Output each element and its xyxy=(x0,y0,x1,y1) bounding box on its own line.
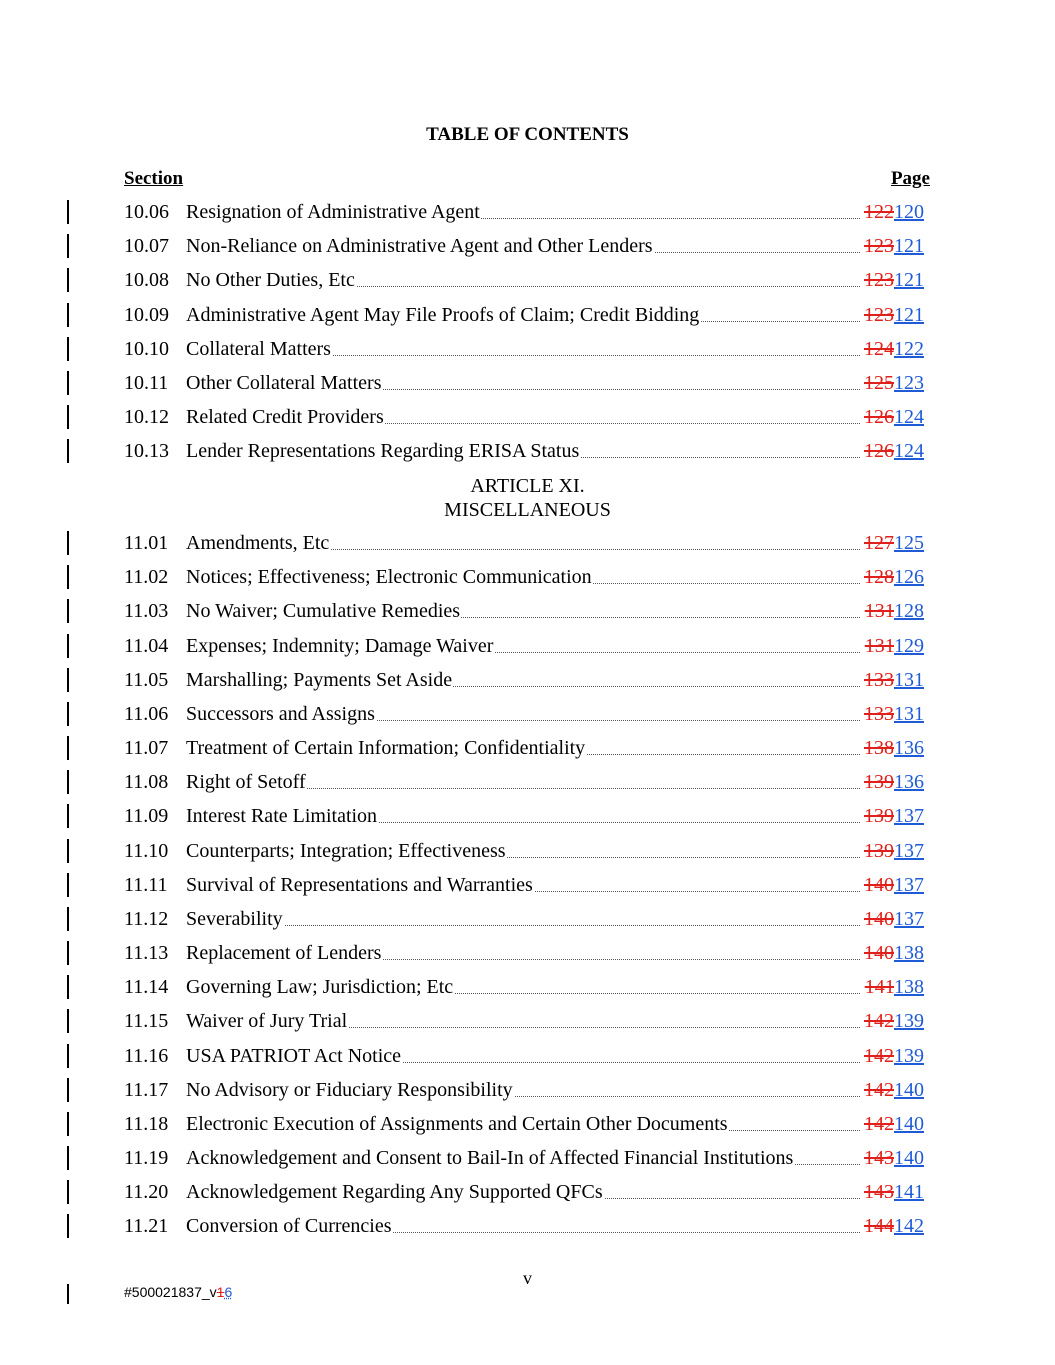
change-bar xyxy=(67,1214,69,1238)
inserted-page-number[interactable]: 141 xyxy=(894,1181,924,1204)
page-reference[interactable] xyxy=(864,1077,924,1103)
inserted-page-number[interactable]: 123 xyxy=(894,372,924,394)
deleted-page-number: 128 xyxy=(864,566,894,589)
change-bar xyxy=(67,268,69,292)
change-bar xyxy=(67,200,69,224)
section-title: Waiver of Jury Trial xyxy=(186,1010,348,1033)
inserted-page-number[interactable]: 137 xyxy=(894,873,924,896)
document-id-prefix: #500021837_v xyxy=(124,1284,217,1300)
deleted-page-number: 142 xyxy=(864,1112,894,1135)
toc-entry[interactable] xyxy=(124,735,924,761)
section-number: 11.17 xyxy=(124,1078,169,1101)
deleted-page-number: 144 xyxy=(864,1215,894,1238)
section-title: Treatment of Certain Information; Confidentiality xyxy=(186,737,586,760)
section-title: USA PATRIOT Act Notice xyxy=(186,1044,402,1067)
toc-entry[interactable] xyxy=(124,974,924,1000)
change-bar xyxy=(67,736,69,760)
section-title: Expenses; Indemnity; Damage Waiver xyxy=(186,634,494,657)
section-number: 11.11 xyxy=(124,873,168,896)
inserted-page-number[interactable]: 137 xyxy=(894,907,924,930)
toc-entry[interactable] xyxy=(124,1145,924,1171)
section-title: Counterparts; Integration; Effectiveness xyxy=(186,839,506,862)
section-number: 11.19 xyxy=(124,1147,169,1170)
deleted-page-number: 139 xyxy=(864,771,894,794)
section-number: 11.01 xyxy=(124,532,169,554)
deleted-page-number: 126 xyxy=(864,406,894,429)
toc-entry[interactable] xyxy=(124,633,924,659)
toc-entry[interactable] xyxy=(124,667,924,693)
change-bar xyxy=(67,303,69,327)
inserted-page-number[interactable]: 121 xyxy=(894,269,924,292)
section-title: Survival of Representations and Warranties xyxy=(186,873,533,896)
section-title: Amendments, Etc xyxy=(186,532,330,554)
section-number: 11.14 xyxy=(124,976,169,999)
page-reference[interactable] xyxy=(865,974,924,1000)
change-bar xyxy=(67,1112,69,1136)
document-id xyxy=(124,1284,232,1300)
section-number: 10.08 xyxy=(124,269,169,292)
deleted-page-number: 140 xyxy=(864,907,894,930)
toc-entry[interactable] xyxy=(124,872,924,898)
toc-entry[interactable] xyxy=(124,233,924,259)
section-number: 11.02 xyxy=(124,566,169,589)
section-number: 11.15 xyxy=(124,1010,169,1033)
toc-entry[interactable] xyxy=(124,404,924,430)
change-bar xyxy=(67,634,69,658)
deleted-page-number: 139 xyxy=(864,839,894,862)
change-bar xyxy=(67,907,69,931)
toc-entry[interactable] xyxy=(124,940,924,966)
section-title: Replacement of Lenders xyxy=(186,942,382,965)
page-reference[interactable] xyxy=(864,1008,924,1034)
section-number: 11.08 xyxy=(124,771,169,794)
toc-entry[interactable] xyxy=(124,1008,924,1034)
deleted-page-number: 133 xyxy=(864,668,894,691)
deleted-page-number: 126 xyxy=(864,440,894,463)
deleted-page-number: 139 xyxy=(864,805,894,828)
toc-entry[interactable] xyxy=(124,1077,924,1103)
section-number: 10.13 xyxy=(124,440,169,463)
section-number: 11.03 xyxy=(124,600,169,623)
section-title: Acknowledgement Regarding Any Supported QFCs xyxy=(186,1181,603,1204)
section-number: 11.18 xyxy=(124,1112,169,1135)
deleted-page-number: 124 xyxy=(864,337,894,360)
change-bar xyxy=(67,531,69,555)
toc-entry[interactable] xyxy=(124,530,924,556)
inserted-page-number[interactable]: 140 xyxy=(894,1078,924,1101)
page-reference[interactable] xyxy=(864,1145,924,1171)
page-reference[interactable] xyxy=(864,1111,924,1137)
section-number: 11.09 xyxy=(124,805,169,828)
page-reference[interactable] xyxy=(864,701,924,727)
inserted-page-number[interactable]: 139 xyxy=(894,1044,924,1067)
toc-entry[interactable] xyxy=(124,701,924,727)
toc-entry[interactable] xyxy=(124,302,924,328)
section-number: 11.06 xyxy=(124,702,169,725)
page-reference[interactable] xyxy=(864,838,924,864)
toc-entry[interactable] xyxy=(124,564,924,590)
page-reference[interactable] xyxy=(864,438,924,464)
toc-entry[interactable] xyxy=(124,1179,924,1205)
deleted-page-number: 141 xyxy=(864,976,894,999)
deleted-page-number: 122 xyxy=(864,201,894,223)
inserted-page-number[interactable]: 136 xyxy=(894,771,924,794)
page-reference[interactable] xyxy=(865,598,924,624)
toc-entry[interactable] xyxy=(124,838,924,864)
toc-entry[interactable] xyxy=(124,267,924,293)
section-title: Severability xyxy=(186,907,283,930)
change-bar xyxy=(67,839,69,863)
change-bar xyxy=(67,1078,69,1102)
page-reference[interactable] xyxy=(864,267,924,293)
inserted-page-number[interactable]: 140 xyxy=(894,1112,924,1135)
change-bar xyxy=(67,599,69,623)
section-title: Conversion of Currencies xyxy=(186,1215,392,1238)
change-bar xyxy=(67,565,69,589)
page-reference[interactable] xyxy=(864,769,924,795)
change-bar xyxy=(67,975,69,999)
section-number: 10.10 xyxy=(124,337,169,360)
deleted-page-number: 140 xyxy=(864,873,894,896)
section-title: Resignation of Administrative Agent xyxy=(186,201,480,223)
section-number: 11.12 xyxy=(124,907,169,930)
deleted-page-number: 131 xyxy=(864,634,894,657)
section-number: 11.16 xyxy=(124,1044,169,1067)
section-number: 11.20 xyxy=(124,1181,169,1204)
change-bar xyxy=(67,1180,69,1204)
page-reference[interactable] xyxy=(864,803,924,829)
change-bar xyxy=(67,234,69,258)
page-reference[interactable] xyxy=(864,1213,924,1239)
toc-entry[interactable] xyxy=(124,803,924,829)
change-bar xyxy=(67,770,69,794)
inserted-page-number[interactable]: 142 xyxy=(894,1215,924,1238)
document-id-deleted: 1 xyxy=(216,1284,225,1300)
change-bar xyxy=(67,941,69,965)
page-reference[interactable] xyxy=(864,906,924,932)
inserted-page-number[interactable]: 128 xyxy=(894,600,924,623)
deleted-page-number: 138 xyxy=(864,737,894,760)
section-title: Other Collateral Matters xyxy=(186,372,382,394)
inserted-page-number[interactable]: 139 xyxy=(894,1010,924,1033)
toc-entry[interactable] xyxy=(124,1213,924,1239)
inserted-page-number[interactable]: 121 xyxy=(894,235,924,258)
inserted-page-number[interactable]: 138 xyxy=(894,976,924,999)
section-number: 10.11 xyxy=(124,372,169,394)
page-reference[interactable] xyxy=(864,233,924,259)
section-number: 11.10 xyxy=(124,839,169,862)
deleted-page-number: 143 xyxy=(864,1181,894,1204)
section-title: Non-Reliance on Administrative Agent and Other Lenders xyxy=(186,235,653,258)
page-column-header: Page xyxy=(890,168,930,189)
section-title: Collateral Matters xyxy=(186,337,331,360)
toc-entry[interactable] xyxy=(124,906,924,932)
page-reference[interactable] xyxy=(864,199,924,225)
section-number: 11.07 xyxy=(124,737,169,760)
deleted-page-number: 142 xyxy=(864,1010,894,1033)
section-title: No Other Duties, Etc xyxy=(186,269,355,292)
section-title: Electronic Execution of Assignments and Certain Other Documents xyxy=(186,1112,728,1135)
section-title: Administrative Agent May File Proofs of Claim; Credit Bidding xyxy=(186,303,700,326)
toc-entry[interactable] xyxy=(124,598,924,624)
section-number: 10.07 xyxy=(124,235,169,258)
section-title: No Waiver; Cumulative Remedies xyxy=(186,600,461,623)
deleted-page-number: 133 xyxy=(864,702,894,725)
inserted-page-number[interactable]: 124 xyxy=(894,440,924,463)
inserted-page-number[interactable]: 137 xyxy=(894,839,924,862)
page-reference[interactable] xyxy=(864,667,924,693)
change-bar xyxy=(67,439,69,463)
page-reference[interactable] xyxy=(864,1179,924,1205)
toc-title: TABLE OF CONTENTS xyxy=(426,124,629,145)
toc-entry[interactable] xyxy=(124,438,924,464)
article-heading-number: ARTICLE XI. xyxy=(470,475,585,497)
page-reference[interactable] xyxy=(864,530,924,556)
deleted-page-number: 127 xyxy=(864,532,894,554)
inserted-page-number[interactable]: 138 xyxy=(894,942,924,965)
change-bar xyxy=(67,804,69,828)
toc-entry[interactable] xyxy=(124,199,924,225)
toc-entry[interactable] xyxy=(124,1043,924,1069)
section-number: 11.05 xyxy=(124,668,169,691)
page-reference[interactable] xyxy=(864,336,924,362)
change-bar xyxy=(67,668,69,692)
page-reference[interactable] xyxy=(864,370,924,396)
deleted-page-number: 125 xyxy=(864,372,894,394)
change-bar xyxy=(67,1044,69,1068)
section-title: Right of Setoff xyxy=(186,771,306,794)
inserted-page-number[interactable]: 129 xyxy=(894,634,924,657)
inserted-page-number[interactable]: 131 xyxy=(894,702,924,725)
inserted-page-number[interactable]: 137 xyxy=(894,805,924,828)
toc-entry[interactable] xyxy=(124,769,924,795)
page-reference[interactable] xyxy=(864,872,924,898)
page-reference[interactable] xyxy=(864,302,924,328)
deleted-page-number: 142 xyxy=(864,1044,894,1067)
section-title: No Advisory or Fiduciary Responsibility xyxy=(186,1078,513,1101)
inserted-page-number[interactable]: 120 xyxy=(894,201,924,223)
dot-leader xyxy=(186,925,860,926)
section-title: Lender Representations Regarding ERISA Status xyxy=(186,440,580,463)
document-id-inserted: 6 xyxy=(224,1284,233,1300)
page-reference[interactable] xyxy=(864,404,924,430)
section-title: Interest Rate Limitation xyxy=(186,805,378,828)
change-bar xyxy=(67,1284,69,1304)
section-title: Governing Law; Jurisdiction; Etc xyxy=(186,976,454,999)
section-column-header: Section xyxy=(124,168,184,189)
deleted-page-number: 143 xyxy=(864,1147,894,1170)
page-reference[interactable] xyxy=(864,735,924,761)
inserted-page-number[interactable]: 122 xyxy=(894,337,924,360)
inserted-page-number[interactable]: 140 xyxy=(894,1147,924,1170)
inserted-page-number[interactable]: 131 xyxy=(894,668,924,691)
inserted-page-number[interactable]: 121 xyxy=(894,303,924,326)
inserted-page-number[interactable]: 136 xyxy=(894,737,924,760)
deleted-page-number: 131 xyxy=(864,600,894,623)
section-title: Acknowledgement and Consent to Bail-In of Affected Financial Institutions xyxy=(186,1147,794,1170)
page-reference[interactable] xyxy=(864,564,924,590)
page-reference[interactable] xyxy=(864,940,924,966)
section-number: 11.13 xyxy=(124,942,169,965)
section-number: 11.21 xyxy=(124,1215,169,1238)
section-number: 10.09 xyxy=(124,303,169,326)
change-bar xyxy=(67,1146,69,1170)
section-number: 10.12 xyxy=(124,406,169,429)
change-bar xyxy=(67,405,69,429)
page-reference[interactable] xyxy=(865,633,924,659)
inserted-page-number[interactable]: 126 xyxy=(894,566,924,589)
deleted-page-number: 142 xyxy=(864,1078,894,1101)
change-bar xyxy=(67,337,69,361)
section-number: 10.06 xyxy=(124,201,169,223)
toc-entry[interactable] xyxy=(124,370,924,396)
section-title: Marshalling; Payments Set Aside xyxy=(186,668,453,691)
change-bar xyxy=(67,371,69,395)
deleted-page-number: 123 xyxy=(864,235,894,258)
section-title: Successors and Assigns xyxy=(186,702,375,725)
toc-entry[interactable] xyxy=(124,336,924,362)
page-number: v xyxy=(523,1268,532,1288)
deleted-page-number: 123 xyxy=(864,303,894,326)
deleted-page-number: 123 xyxy=(864,269,894,292)
article-heading-title: MISCELLANEOUS xyxy=(444,499,611,521)
section-number: 11.04 xyxy=(124,634,169,657)
page-reference[interactable] xyxy=(864,1043,924,1069)
change-bar xyxy=(67,873,69,897)
inserted-page-number[interactable]: 124 xyxy=(894,406,924,429)
change-bar xyxy=(67,1009,69,1033)
section-title: Notices; Effectiveness; Electronic Communication xyxy=(186,566,592,589)
toc-entry[interactable] xyxy=(124,1111,924,1137)
inserted-page-number[interactable]: 125 xyxy=(894,532,924,554)
change-bar xyxy=(67,702,69,726)
deleted-page-number: 140 xyxy=(864,942,894,965)
section-title: Related Credit Providers xyxy=(186,406,384,429)
